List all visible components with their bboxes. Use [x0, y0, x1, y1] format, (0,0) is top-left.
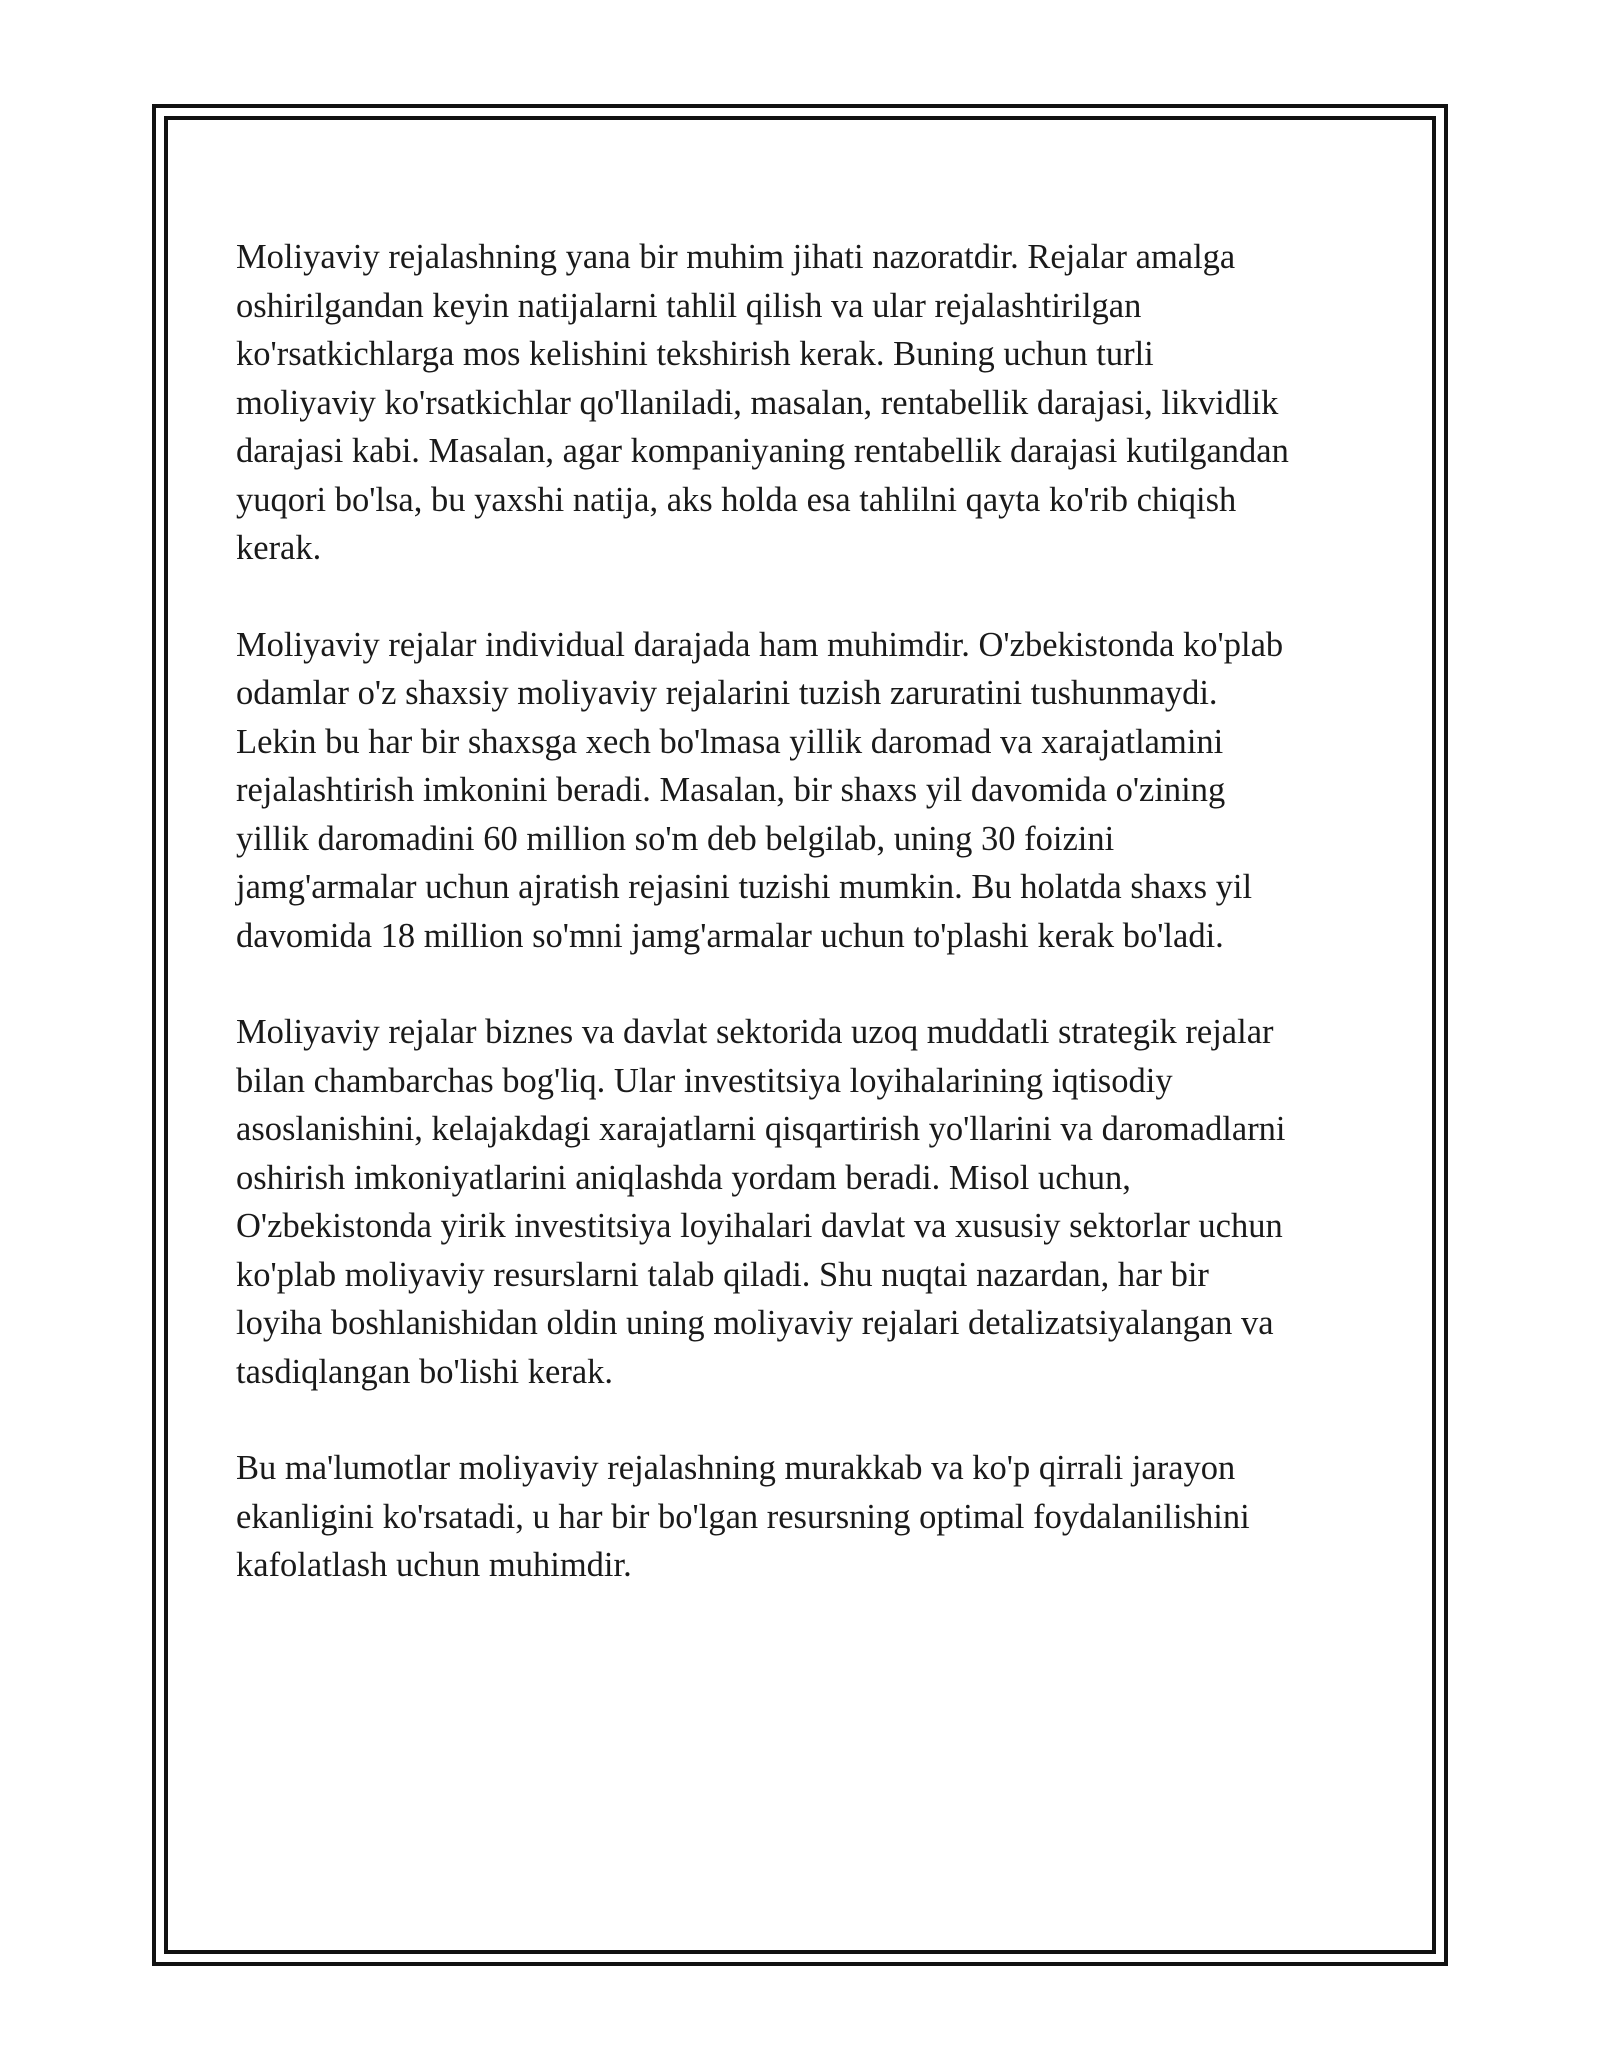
text-line: jamg'armalar uchun ajratish rejasini tuzishi mumkin. Bu holatda shaxs yil	[236, 868, 1253, 906]
paragraph-2	[236, 621, 1376, 961]
text-line: Bu ma'lumotlar moliyaviy rejalashning murakkab va ko'p qirrali jarayon	[236, 1449, 1236, 1487]
text-line: oshirish imkoniyatlarini aniqlashda yordam beradi. Misol uchun,	[236, 1158, 1131, 1197]
text-line: davomida 18 million so'mni jamg'armalar uchun to'plashi kerak bo'ladi.	[236, 916, 1224, 955]
document-body	[236, 233, 1376, 1638]
paragraph-3	[236, 1008, 1376, 1396]
text-line: bilan chambarchas bog'liq. Ular investitsiya loyihalarining iqtisodiy	[236, 1061, 1173, 1100]
text-line: ko'plab moliyaviy resurslarni talab qiladi. Shu nuqtai nazardan, har bir	[236, 1255, 1209, 1294]
text-line: yuqori bo'lsa, bu yaxshi natija, aks holda esa tahlilni qayta ko'rib chiqish	[236, 480, 1237, 519]
text-line: Moliyaviy rejalar biznes va davlat sektorida uzoq muddatli strategik rejalar	[236, 1013, 1274, 1051]
text-line: kafolatlash uchun muhimdir.	[236, 1546, 632, 1584]
text-line: rejalashtirish imkonini beradi. Masalan, bir shaxs yil davomida o'zining	[236, 771, 1226, 809]
text-line: yillik daromadini 60 million so'm deb belgilab, uning 30 foizini	[236, 819, 1115, 858]
text-line: odamlar o'z shaxsiy moliyaviy rejalarini tuzish zaruratini tushunmaydi.	[236, 674, 1218, 712]
text-line: asoslanishini, kelajakdagi xarajatlarni qisqartirish yo'llarini va daromadlarni	[236, 1110, 1286, 1148]
paragraph-1	[236, 233, 1376, 573]
text-line: oshirilgandan keyin natijalarni tahlil qilish va ular rejalashtirilgan	[236, 286, 1142, 325]
text-line: Moliyaviy rejalashning yana bir muhim jihati nazoratdir. Rejalar amalga	[236, 238, 1236, 276]
text-line: ekanligini ko'rsatadi, u har bir bo'lgan resursning optimal foydalanilishini	[236, 1497, 1250, 1536]
text-line: kerak.	[236, 529, 322, 567]
text-line: tasdiqlangan bo'lishi kerak.	[236, 1352, 614, 1391]
text-line: Lekin bu har bir shaxsga xech bo'lmasa yillik daromad va xarajatlamini	[236, 722, 1224, 761]
text-line: Moliyaviy rejalar individual darajada ham muhimdir. O'zbekistonda ko'plab	[236, 625, 1284, 664]
text-line: moliyaviy ko'rsatkichlar qo'llaniladi, masalan, rentabellik darajasi, likvidlik	[236, 383, 1279, 422]
text-line: O'zbekistonda yirik investitsiya loyihalari davlat va xususiy sektorlar uchun	[236, 1207, 1283, 1245]
text-line: darajasi kabi. Masalan, agar kompaniyaning rentabellik darajasi kutilgandan	[236, 432, 1289, 470]
text-line: loyiha boshlanishidan oldin uning moliyaviy rejalari detalizatsiyalangan va	[236, 1304, 1274, 1342]
text-line: ko'rsatkichlarga mos kelishini tekshirish kerak. Buning uchun turli	[236, 335, 1154, 373]
paragraph-4	[236, 1444, 1376, 1590]
